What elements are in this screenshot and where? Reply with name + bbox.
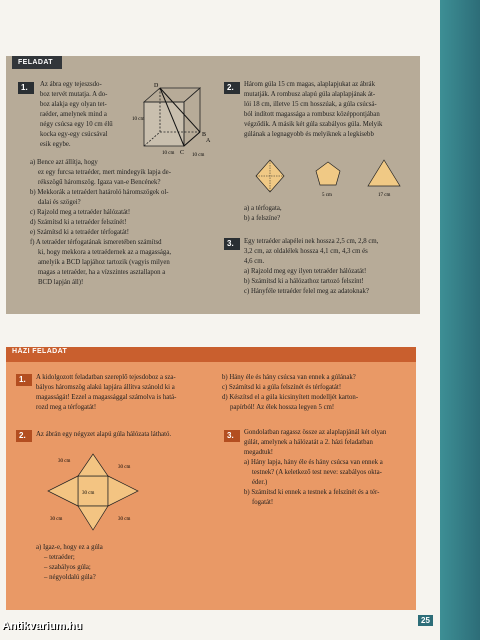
hazi-header: HÁZI FELADAT: [12, 348, 68, 355]
task-number: 1.: [18, 82, 34, 94]
vertex-label: D: [154, 83, 159, 89]
net-label: 30 cm: [58, 459, 71, 464]
net-label: 30 cm: [118, 517, 131, 522]
watermark: Antikvarium.hu: [2, 620, 83, 632]
hazi-task2-items: a) Igaz-e, hogy ez a gúla – tetraéder; – szabályos gúla; – négyoldalú gúla?: [36, 544, 103, 581]
task-number: 3.: [224, 430, 240, 442]
task3-text: Egy tetraéder alapélei nek hossza 2,5 cm, 2,8 cm, 3,2 cm, az oldalélek hossza 4,1 cm, 4,3 cm és 4,6 cm. a) Rajzold meg egy ilyen tetraéder hálózatát! b) Számítsd ki a hálózathoz tartozó felszínt! c) Hányféle tetraéder felel meg az adatoknak?: [244, 238, 379, 295]
hazi-task2-title: Az ábrán egy négyzet alapú gúla hálózata látható.: [36, 431, 172, 438]
edge-label: 10 cm: [192, 153, 205, 158]
hazi-task1b-items: b) Hány éle és hány csúcsa van ennek a gúlának? c) Számítsd ki a gúla felszínét és térfogatát! d) Készítsd el a gúla kicsinyített modelljét karton- papírból! Az élek hossza legyen 5 cm!: [222, 374, 359, 411]
vertex-label: B: [202, 132, 207, 138]
pyramid-net: [30, 448, 180, 538]
vertex-label: C: [180, 150, 185, 156]
task2-text: Három gúla 15 cm magas, alaplapjukat az ábrák mutatják. A rombusz alapú gúla alaplapjának át- lói 18 cm, illetve 15 cm hosszúak, a gúla csúcsá- ból indított magassága a rombusz középpontjában végződik. A másik két gúla szabályos gúla. Melyik gúlának a legnagyobb és melyiknek a legkisebb: [244, 81, 383, 138]
net-label: 30 cm: [50, 517, 63, 522]
shape-label: 5 cm: [322, 193, 332, 198]
shape-label: 17 cm: [378, 193, 391, 198]
page-edge: [440, 0, 480, 640]
task-number: 3.: [224, 238, 240, 250]
task-number: 2.: [16, 430, 32, 442]
vertex-label: A: [206, 138, 211, 144]
pyramid-bases: [236, 152, 416, 204]
edge-label: 10 cm: [162, 151, 175, 156]
task1-intro: Az ábra egy tejeszsdo- boz tervét mutatja. A do- boz alakja egy olyan tet- raéder, amelynek mind a négy csúcsa egy 10 cm élű kocka egy-egy csúcsával esik egybe.: [40, 81, 113, 148]
hazi-task3-text: Gondolatban ragassz össze az alaplapjánál két olyan gúlát, amelynek a hálózatát a 2. házi feladatban megadtuk! a) Hány lapja, hány éle és hány csúcsa van ennek a testnek? (A keletkező test neve: szabályos okta- éder.) b) Számítsd ki ennek a testnek a felszínét és a tér- fogatát!: [244, 429, 387, 506]
task2-questions: a) a térfogata, b) a felszíne?: [244, 205, 282, 222]
task1-items: a) Bence azt állítja, hogy ez egy furcsa tetraéder, mert mindegyik lapja de- rékszögű háromszög. Igaza van-e Bencének? b) Mekkorák a tetraédert határoló háromszögek ol- dalai és szögei? c) Rajzold meg a tetraéder hálózatát! d) Számítsd ki a tetraéder felszínét! e) Számítsd ki a tetraéder térfogatát! f) A tetraéder térfogatának ismeretében számítsd ki, hogy mekkora a tetraédernek az a magassága, amelyik a BCD lapjához tartozik (vagyis milyen magas a tetraéder, ha a vízszintes asztallapon a BCD lapján áll)!: [30, 159, 172, 286]
net-label: 30 cm: [82, 491, 95, 496]
page-number: 25: [418, 615, 433, 626]
hazi-task1-text: A kidolgozott feladatban szereplő tejesdoboz a sza- bályos háromszög alakú lapjára állítva szánold ki a magasságát! Ezzel a magassággal számolva is hatá- rozd meg a térfogatát!: [36, 374, 177, 411]
cube-diagram: [132, 80, 214, 160]
edge-label: 10 cm: [132, 117, 145, 122]
feladat-header: FELADAT: [12, 56, 62, 69]
hazi-header-bar: [6, 347, 416, 362]
task-number: 2.: [224, 82, 240, 94]
net-label: 30 cm: [118, 465, 131, 470]
task-number: 1.: [16, 374, 32, 386]
